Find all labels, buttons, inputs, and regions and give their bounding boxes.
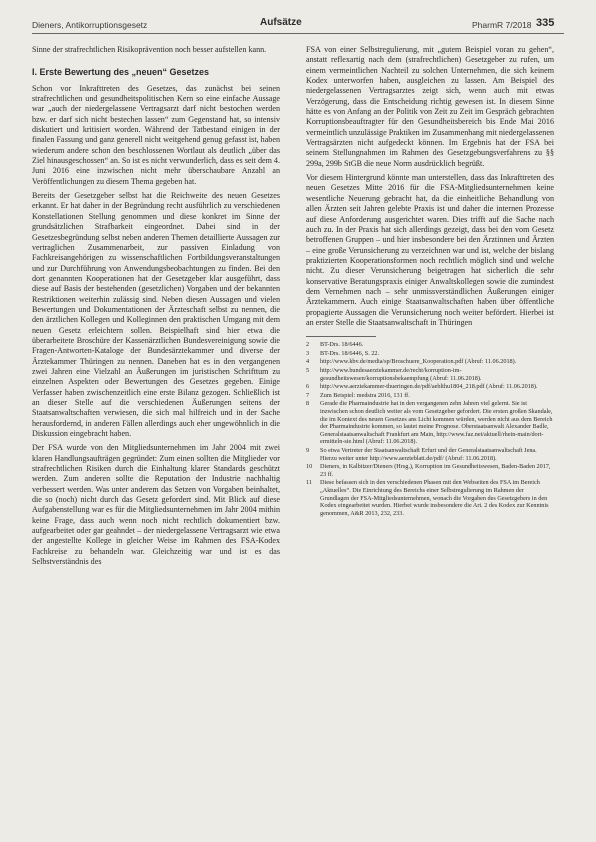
footnote-text: BT-Drs. 18/6446, S. 22. (320, 349, 380, 357)
page-number: 335 (536, 17, 555, 29)
footnote-number: 11 (306, 479, 312, 487)
paragraph: FSA von einer Selbstregulierung, mit „gutem Beispiel voran zu gehen“, anstatt reflexartig nach dem (strafrechtlichen) Gesetzgeber zu rufen, um einem vermeintlichen Nachteil zu solchen Unternehmen, die sich keinem Kodex unterworfen haben, ausgleichen zu lassen. Am Beispiel des niedergelassenen Vertragsarztes zeigt sich, wenn auch mit etwas Verzögerung, dass die Entscheidung richtig gewesen ist. In diesem Sinne hätte es von Anfang an der Politik von Zeit zu Zeit im Gespräch gebrachten Korruptionsbeauftragter für den Gesundheitsbereich bis Ende Mai 2016 vermeintlich unzulässige Praktiken im Zusammenhang mit niedergelassenen Vertragsärzten nicht aufgedeckt können. Im Ergebnis hat der FSA bei seinem Stellungnahmen im Rahmen des Gesetzgebungsverfahrens zu §§ 299a, 299b StGB die neue Norm ausdrücklich begrüßt. (306, 45, 554, 168)
footnote (306, 367, 554, 382)
footnote-number: 6 (306, 383, 310, 391)
running-head-journal: PharmR 7/2018 (472, 20, 532, 30)
paragraph: Vor diesem Hintergrund könnte man unterstellen, dass das Inkrafttreten des neuen Gesetzes Mitte 2016 für die FSA-Mitgliedsunternehmen keine wesentliche Neuerung gebracht hat, da die einheitliche Behandlung von allen Ärzten seit Jahren gelebte Praxis ist und daher die internen Prozesse auf diese Anforderung ausgerichtet waren. Dies trifft auf die Sache nach auch zu. In der Praxis hat sich allerdings gezeigt, dass bei den vom Gesetz betroffenen Gruppen – und hier insbesondere bei den Ärztinnen und Ärzten – eine große Verunsicherung zu verzeichnen war und ist, welche der bislang praktizierten Kooperationsformen noch rechtlich möglich sind und welche nicht. Zu dieser Verunsicherung beigetragen hat sicherlich die sehr konservative Beratungspraxis einiger Anwaltskollegen sowie die zumindest dem Vernehmen nach – sehr unmissverständlichen Äußerungen einiger Ärztekammern. Auch einige Staatsanwaltschaften haben über öffentliche propagierte Aussagen die Verunsicherung noch weiter befördert. Hierbei ist an erster Stelle die Staatsanwaltschaft in Thüringen (306, 173, 554, 327)
left-column (32, 45, 280, 568)
footnote-text: Dieners, in Kalbitzer/Dieners (Hrsg.), Korruption im Gesundheitswesen, Baden-Baden 2017, 23 ff. (320, 463, 551, 478)
paragraph: Der FSA wurde von den Mitgliedsunternehmen im Jahr 2004 mit zwei klaren Handlungsaufträgen gegründet: Zum einen sollten die Mitglieder vor strafrechtlichen Risiken durch die Einhaltung klarer Standards geschützt werden. Zum anderen sollte die Reputation der Industrie nachhaltig verbessert werden. Was unter anderem das Setzen von Vorgaben beinhaltet, die so (noch) nicht durch das Gesetz gefordert sind. Mit Blick auf diese Aufgabenstellung war es für die Mitgliedsunternehmen im Jahr 2004 mithin keine Frage, dass auch wenn noch nicht rechtlich dokumentiert bzw. aufgearbeitet oder gar geahndet – der niedergelassene Vertragsarzt wie etwa der angestellte Kollege in gleicher Weise im Rahmen des FSA-Kodex Fachkreise zu behandeln war. Gleichzeitig war und ist es das Selbstverständnis des (32, 443, 280, 567)
footnote (306, 383, 554, 391)
footnotes (306, 341, 554, 517)
footnote-number: 4 (306, 358, 310, 366)
footnote-text: http://www.bundesaerztekammer.de/recht/korruption-im-gesundheitswesen/korruptionsbekaempfung (Abruf: 11.06.2018). (320, 367, 482, 382)
footnote (306, 350, 554, 358)
paragraph-intro: Sinne der strafrechtlichen Risikoprävention noch besser aufstellen kann. (32, 45, 267, 54)
footnote-rule (306, 336, 376, 337)
paragraph: Schon vor Inkrafttreten des Gesetzes, das zunächst bei seinen strafrechtlichen und gesundheitspolitischen Kern so eine einfache Aussage war „auch der niedergelassene Vertragsarzt darf nicht bestochen werden bzw. er darf sich nicht bestechen lassen“ zum Gegenstand hat, so intensiv diskutiert und kritisiert worden. Während der Tatbestand einigen in der finalen Fassung und ganz generell nicht weitgehend genug gefasst ist, haben wiederum andere schon den beschlossenen Wortlaut als deutlich „über das Ziel hinausgeschossen“ an. So ist es nicht verwunderlich, dass es seit dem 4. Juni 2016 eine inzwischen nicht mehr überschaubare Anzahl an Veröffentlichungen zu diesem Thema gegeben hat. (32, 83, 280, 186)
footnote (306, 400, 554, 446)
footnote (306, 358, 554, 366)
footnote (306, 447, 554, 462)
footnote (306, 392, 554, 400)
footnote-number: 10 (306, 463, 313, 471)
right-column (306, 45, 554, 518)
footnote (306, 341, 554, 349)
footnote-number: 9 (306, 447, 310, 454)
footnote-number: 8 (306, 400, 310, 408)
footnote-number: 7 (306, 391, 310, 399)
running-head-author-title: Dieners, Antikorruptionsgesetz (32, 20, 148, 30)
section-heading: I. Erste Bewertung des „neuen“ Gesetzes (32, 67, 210, 78)
footnote-text: Diese befassen sich in den verschiedenen Phasen mit den Webseiten des FSA im Bereich „Aktuelles“. Die Einrichtung des Bereichs einer Selbstregulierung im Rahmen der Grundlagen der FSA-Mitgliedsunternehmen, wonach die Vorgaben des Gesetzgebers in den Kodex eingearbeitet wurden. Hierbei wurde insbesondere die Art. 2 des Kodex zur Kenntnis genommen, A&R 2013, 232, 233. (320, 479, 549, 517)
footnote-text: Gerade die Pharmaindustrie hat in den vergangenen zehn Jahren viel gelernt. Sie ist inzwischen schon deutlich weiter als vom Gesetzgeber gefordert. Die ersten großen Skandale, die im Kontext des neuen Gesetzes ans Licht kommen würden, werden nicht aus dem Bereich der Pharmaindustrie kommen, so lautet meine Prognose. Oberstaatsanwalt Alexander Badle, Generalstaatsanwaltschaft Frankfurt am Main, http://www.faz.net/aktuell/rhein-main/dort-ermitteln-sie.html (Abruf: 11.06.2018). (320, 400, 553, 446)
footnote (306, 463, 554, 478)
footnote-text: So etwa Vertreter der Staatsanwaltschaft Erfurt und der Generalstaatsanwaltschaft Jena. Hierzu weiter unter http://www.aerzteblatt.de/pdf/ (Abruf: 11.06.2018). (320, 447, 537, 462)
paragraph: Bereits der Gesetzgeber selbst hat die Reichweite des neuen Gesetzes erkannt. Er hat daher in der Begründung recht ausführlich zu verschiedenen Konstellationen Stellung genommen und diese konkret im Sinne der grundsätzlichen Strafbarkeit eingeordnet. Dabei sind in der Gesetzesbegründung selbst neben anderen Themen detaillierte Aussagen zur vertraglichen Zusammenarbeit, zur passiven Einladung von Fachkreisangehörigen zu wissenschaftlichen Fortbildungsveranstaltungen und zur Durchführung von Anwendungsbeobachtungen zu finden. Bei den dort genannten Kooperationen hat der Gesetzgeber klar ausgeführt, dass diese auf Basis der bestehenden (gesetzlichen) Vorgaben und der bekannten Restriktionen weiterhin zulässig sind. Neben diesen Aussagen und vielen Bewertungen und Dokumentationen der Ärzteschaft selbst zu nennen, die den ärztlichen Kollegen und Kolleginnen den praktischen Umgang mit dem neuen Gesetz erleichtern sollen. Beispielhaft sind hier etwa die überarbeitete Broschüre der Kassenärztlichen Bundesvereinigung sowie die Fragen-Antworten-Kataloge der Bundesärztekammer und diverse der Ärztekammer Thüringen zu nennen. Daneben hat es in den vergangenen zwei Jahren eine Vielzahl an Äußerungen im juristischen Schrifttum zu einzelnen Aspekten oder Bewertungen des Gesetzes gegeben. Einige Verfasser haben zwischenzeitlich eine erste Bilanz gezogen. Schließlich ist an dieser Stelle auf die verschiedenen Äußerungen seitens der Staatsanwaltschaften verwiesen, die sich mal hilfreich und in der Sache herausfordernd, in anderen Fällen allerdings auch eher ungewöhnlich in die Diskussion eingebracht haben. (32, 191, 280, 439)
header-rule (32, 33, 564, 34)
footnote-text: Zum Beispiel: medstra 2016, 131 ff. (320, 391, 410, 399)
footnote-text: http://www.aerztekammer-thueringen.de/pdf/aeblthu1804_218.pdf (Abruf: 11.06.2018). (320, 383, 538, 391)
footnote-number: 2 (306, 341, 310, 349)
footnote-number: 5 (306, 367, 310, 375)
running-head-section: Aufsätze (260, 17, 302, 28)
footnote-number: 3 (306, 349, 310, 357)
footnote-text: http://www.kbv.de/media/sp/Broschuere_Kooperation.pdf (Abruf: 11.06.2018). (320, 358, 517, 366)
footnote (306, 479, 554, 517)
footnote-text: BT-Drs. 18/6446. (320, 341, 364, 349)
